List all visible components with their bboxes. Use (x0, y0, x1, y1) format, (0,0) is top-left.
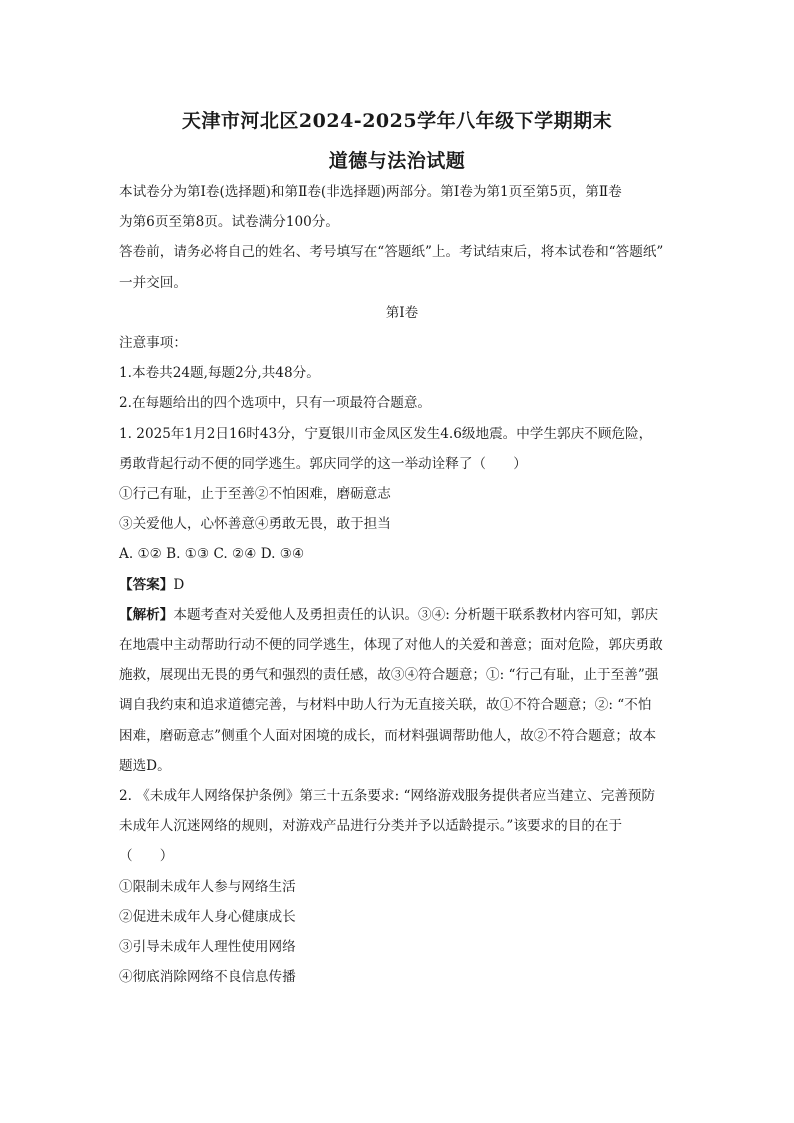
note-item: 2.在每题给出的四个选项中，只有一项最符合题意。 (119, 395, 432, 412)
intro-line: 一并交回。 (119, 274, 187, 291)
q1-answer (119, 570, 685, 600)
q1-stem: 勇敢背起行动不便的同学逃生。郭庆同学的这一举动诠释了（ ） (119, 455, 527, 472)
q2-option: ①限制未成年人参与网络生活 (119, 878, 296, 895)
analysis-tag: 【解析】 (119, 606, 174, 623)
q1-analysis: 调自我约束和追求道德完善，与材料中助人行为无直接关联，故①不符合题意；②: “不怕 (119, 697, 652, 714)
intro-line: 答卷前，请务必将自己的姓名、考号填写在“答题纸”上。考试结束后，将本试卷和“答题纸” (119, 244, 664, 261)
analysis-text: 本题考查对关爱他人及勇担责任的认识。③④: 分析题干联系教材内容可知，郭庆 (173, 606, 659, 623)
q1-analysis (119, 600, 685, 630)
q2-stem: 未成年人沉迷网络的规则，对游戏产品进行分类并予以适龄提示。”该要求的目的在于 (119, 818, 623, 835)
exam-title: 天津市河北区2024-2025学年八年级下学期期末 (181, 110, 613, 132)
note-item: 1.本卷共24题,每题2分,共48分。 (119, 365, 320, 382)
intro-line: 为第6页至第8页。试卷满分100分。 (119, 214, 339, 231)
q1-choices: A. ①② B. ①③ C. ②④ D. ③④ (119, 546, 305, 563)
q1-analysis: 题选D。 (119, 757, 171, 774)
q1-option-line: ③关爱他人，心怀善意④勇敢无畏，敢于担当 (119, 516, 391, 533)
exam-subject-title: 道德与法治试题 (328, 150, 466, 172)
q1-analysis: 施救，展现出无畏的勇气和强烈的责任感，故③④符合题意；①: “行己有耻，止于至善”强 (119, 667, 659, 684)
q2-stem: （ ） (119, 848, 174, 865)
q1-option-line: ①行己有耻，止于至善②不怕困难，磨砺意志 (119, 486, 391, 503)
q2-option: ③引导未成年人理性使用网络 (119, 939, 296, 956)
answer-value: D (173, 576, 185, 593)
answer-tag: 【答案】 (119, 576, 174, 593)
q2-option: ④彻底消除网络不良信息传播 (119, 969, 296, 986)
section-heading: 第Ⅰ卷 (385, 304, 419, 321)
intro-line: 本试卷分为第Ⅰ卷(选择题)和第Ⅱ卷(非选择题)两部分。第Ⅰ卷为第1页至第5页，第Ⅱ卷 (119, 184, 622, 200)
q1-analysis: 困难，磨砺意志”侧重个人面对困境的成长，而材料强调帮助他人，故②不符合题意；故本 (119, 727, 657, 744)
notes-title: 注意事项： (119, 335, 187, 352)
q2-option: ②促进未成年人身心健康成长 (119, 908, 296, 925)
exam-body (119, 177, 685, 992)
q2-stem: 2. 《未成年人网络保护条例》第三十五条要求: “网络游戏服务提供者应当建立、完善预防 (119, 788, 656, 805)
q1-stem: 1. 2025年1月2日16时43分，宁夏银川市金凤区发生4.6级地震。中学生郭庆不顾危险， (119, 425, 653, 442)
q1-analysis: 在地震中主动帮助行动不便的同学逃生，体现了对他人的关爱和善意；面对危险，郭庆勇敢 (119, 637, 663, 654)
